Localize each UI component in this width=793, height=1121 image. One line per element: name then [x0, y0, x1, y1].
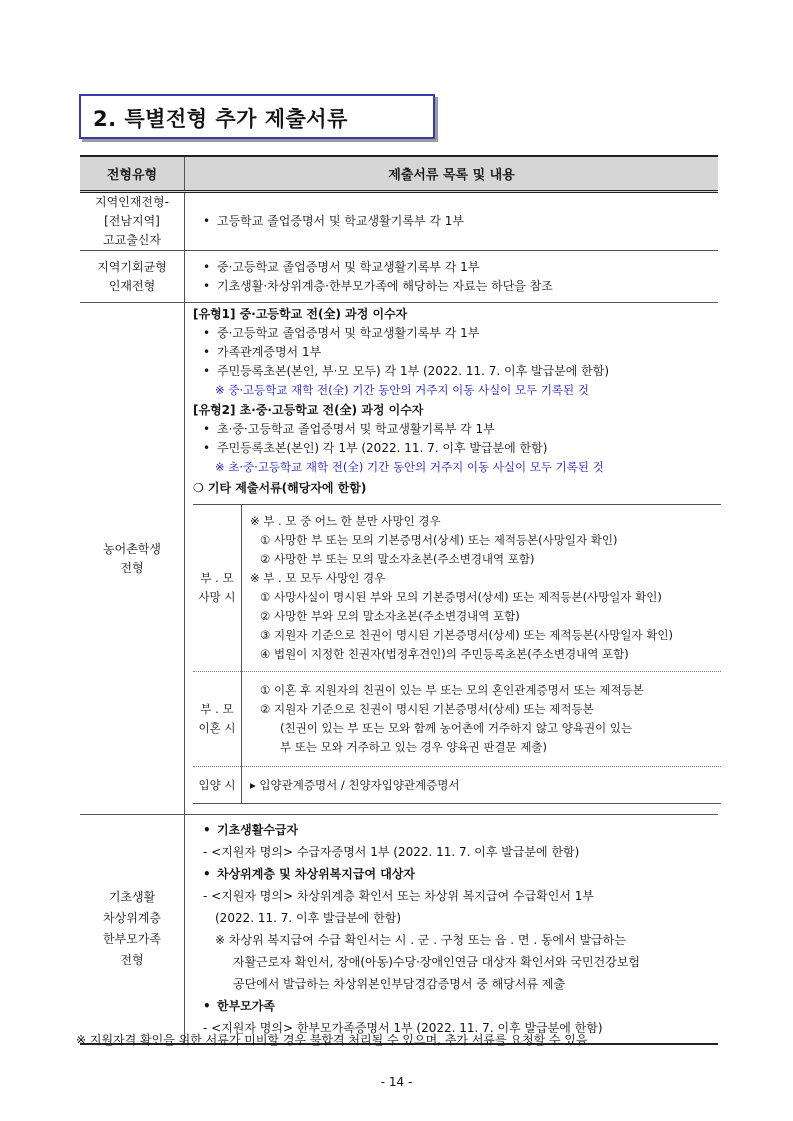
type1-title: [유형1] 중·고등학교 전(全) 과정 이수자: [193, 307, 408, 321]
documents-cell: [185, 192, 719, 251]
other-docs-table: [193, 504, 721, 804]
documents-cell: [185, 251, 719, 303]
b3-title: • 한부모가족: [193, 995, 718, 1017]
death-row: [193, 505, 721, 672]
adoption-label: 입양 시: [193, 767, 242, 804]
type2-note: ※ 초·중·고등학교 재학 전(全) 기간 동안의 거주지 이동 사실이 모두 기록된 것: [215, 460, 604, 474]
type-cell: 지역인재전형- [전남지역] 고교출신자: [80, 192, 185, 251]
b2-title: • 차상위계층 및 차상위복지급여 대상자: [193, 863, 718, 885]
adoption-docs: ▸ 입양관계증명서 / 친양자입양관계증명서: [242, 767, 722, 804]
section-title-box: [79, 94, 435, 139]
table-header-row: [80, 156, 718, 192]
divorce-row: [193, 672, 721, 767]
type2-title: [유형2] 초·중·고등학교 전(全) 과정 이수자: [193, 403, 424, 417]
type1-note: ※ 중·고등학교 재학 전(全) 기간 동안의 거주지 이동 사실이 모두 기록된 것: [215, 383, 589, 397]
documents-cell: • 기초생활수급자 - <지원자 명의> 수급자증명서 1부 (2022. 11. 7. 이후 발급분에 한함) • 차상위계층 및 차상위복지급여 대상자 - <지원자 명의> 차상위계층 확인서 또는 차상위 복지급여 수급확인서 1부 (2022. 11. 7. 이후 발급분에 한함) ※ 차상위 복지급여 수급 확인서는 시 . 군 . 구청 또는 읍 . 면 . 동에서 발급하는 자활근로자 확인서, 장애(아동)수당·장애인연금 대상자 확인서와 국민건강보험 공단에서 발급하는 차상위본인부담경감증명서 중 해당서류 제출 • 한부모가족 - <지원자 명의> 한부모가족증명서 1부 (2022. 11. 7. 이후 발급분에 한함): [185, 815, 719, 1045]
table-row: [80, 815, 718, 1045]
b1-title: • 기초생활수급자: [193, 819, 718, 841]
list-item: • 중·고등학교 졸업증명서 및 학교생활기록부 각 1부: [193, 258, 718, 277]
header-type: 전형유형: [80, 156, 185, 192]
other-docs-title: ❍ 기타 제출서류(해당자에 한함): [193, 481, 367, 495]
adoption-row: [193, 767, 721, 804]
documents-cell: [185, 303, 719, 815]
list-item: • 고등학교 졸업증명서 및 학교생활기록부 각 1부: [193, 212, 718, 231]
table-row: [80, 303, 718, 815]
list-item: • 중·고등학교 졸업증명서 및 학교생활기록부 각 1부: [193, 324, 718, 343]
list-item: • 초·중·고등학교 졸업증명서 및 학교생활기록부 각 1부: [193, 420, 718, 439]
documents-table: [80, 155, 718, 1045]
table-row: [80, 251, 718, 303]
divorce-label: 부 . 모 이혼 시: [193, 672, 242, 767]
list-item: • 주민등록초본(본인, 부·모 모두) 각 1부 (2022. 11. 7. 이후 발급분에 한함): [193, 362, 718, 381]
type-cell: 지역기회균형 인재전형: [80, 251, 185, 303]
type-cell: 기초생활 차상위계층 한부모가족 전형: [80, 815, 185, 1045]
section-title: 2. 특별전형 추가 제출서류: [93, 107, 348, 131]
page-number: - 14 -: [380, 1075, 413, 1089]
footnote: ※ 지원자격 확인을 위한 서류가 미비할 경우 불합격 처리될 수 있으며, 추가 서류를 요청할 수 있음: [76, 1033, 588, 1047]
death-label: 부 . 모 사망 시: [193, 505, 242, 672]
list-item: • 기초생활·차상위계층·한부모가족에 해당하는 자료는 하단을 참조: [193, 277, 718, 296]
type-cell: 농어촌학생 전형: [80, 303, 185, 815]
death-docs: ※ 부 . 모 중 어느 한 분만 사망인 경우 ① 사망한 부 또는 모의 기본증명서(상세) 또는 제적등본(사망일자 확인) ② 사망한 부 또는 모의 말소자초본(주소변경내역 포함) ※ 부 . 모 모두 사망인 경우 ① 사망사실이 명시된 부와 모의 기본증명서(상세) 또는 제적등본(사망일자 확인) ② 사망한 부와 모의 말소자초본(주소변경내역 포함) ③ 지원자 기준으로 친권이 명시된 기본증명서(상세) 또는 제적등본(사망일자 확인) ④ 법원이 지정한 친권자(법정후견인)의 주민등록초본(주소변경내역 포함): [242, 505, 722, 672]
table-row: [80, 192, 718, 251]
divorce-docs: ① 이혼 후 지원자의 친권이 있는 부 또는 모의 혼인관계증명서 또는 제적등본 ② 지원자 기준으로 친권이 명시된 기본증명서(상세) 또는 제적등본 (친권이 있는 부 또는 모와 함께 농어촌에 거주하지 않고 양육권이 있는 부 또는 모와 거주하고 있는 경우 양육권 판결문 제출): [242, 672, 722, 767]
header-documents: 제출서류 목록 및 내용: [185, 156, 719, 192]
list-item: • 가족관계증명서 1부: [193, 343, 718, 362]
list-item: • 주민등록초본(본인) 각 1부 (2022. 11. 7. 이후 발급분에 한함): [193, 439, 718, 458]
